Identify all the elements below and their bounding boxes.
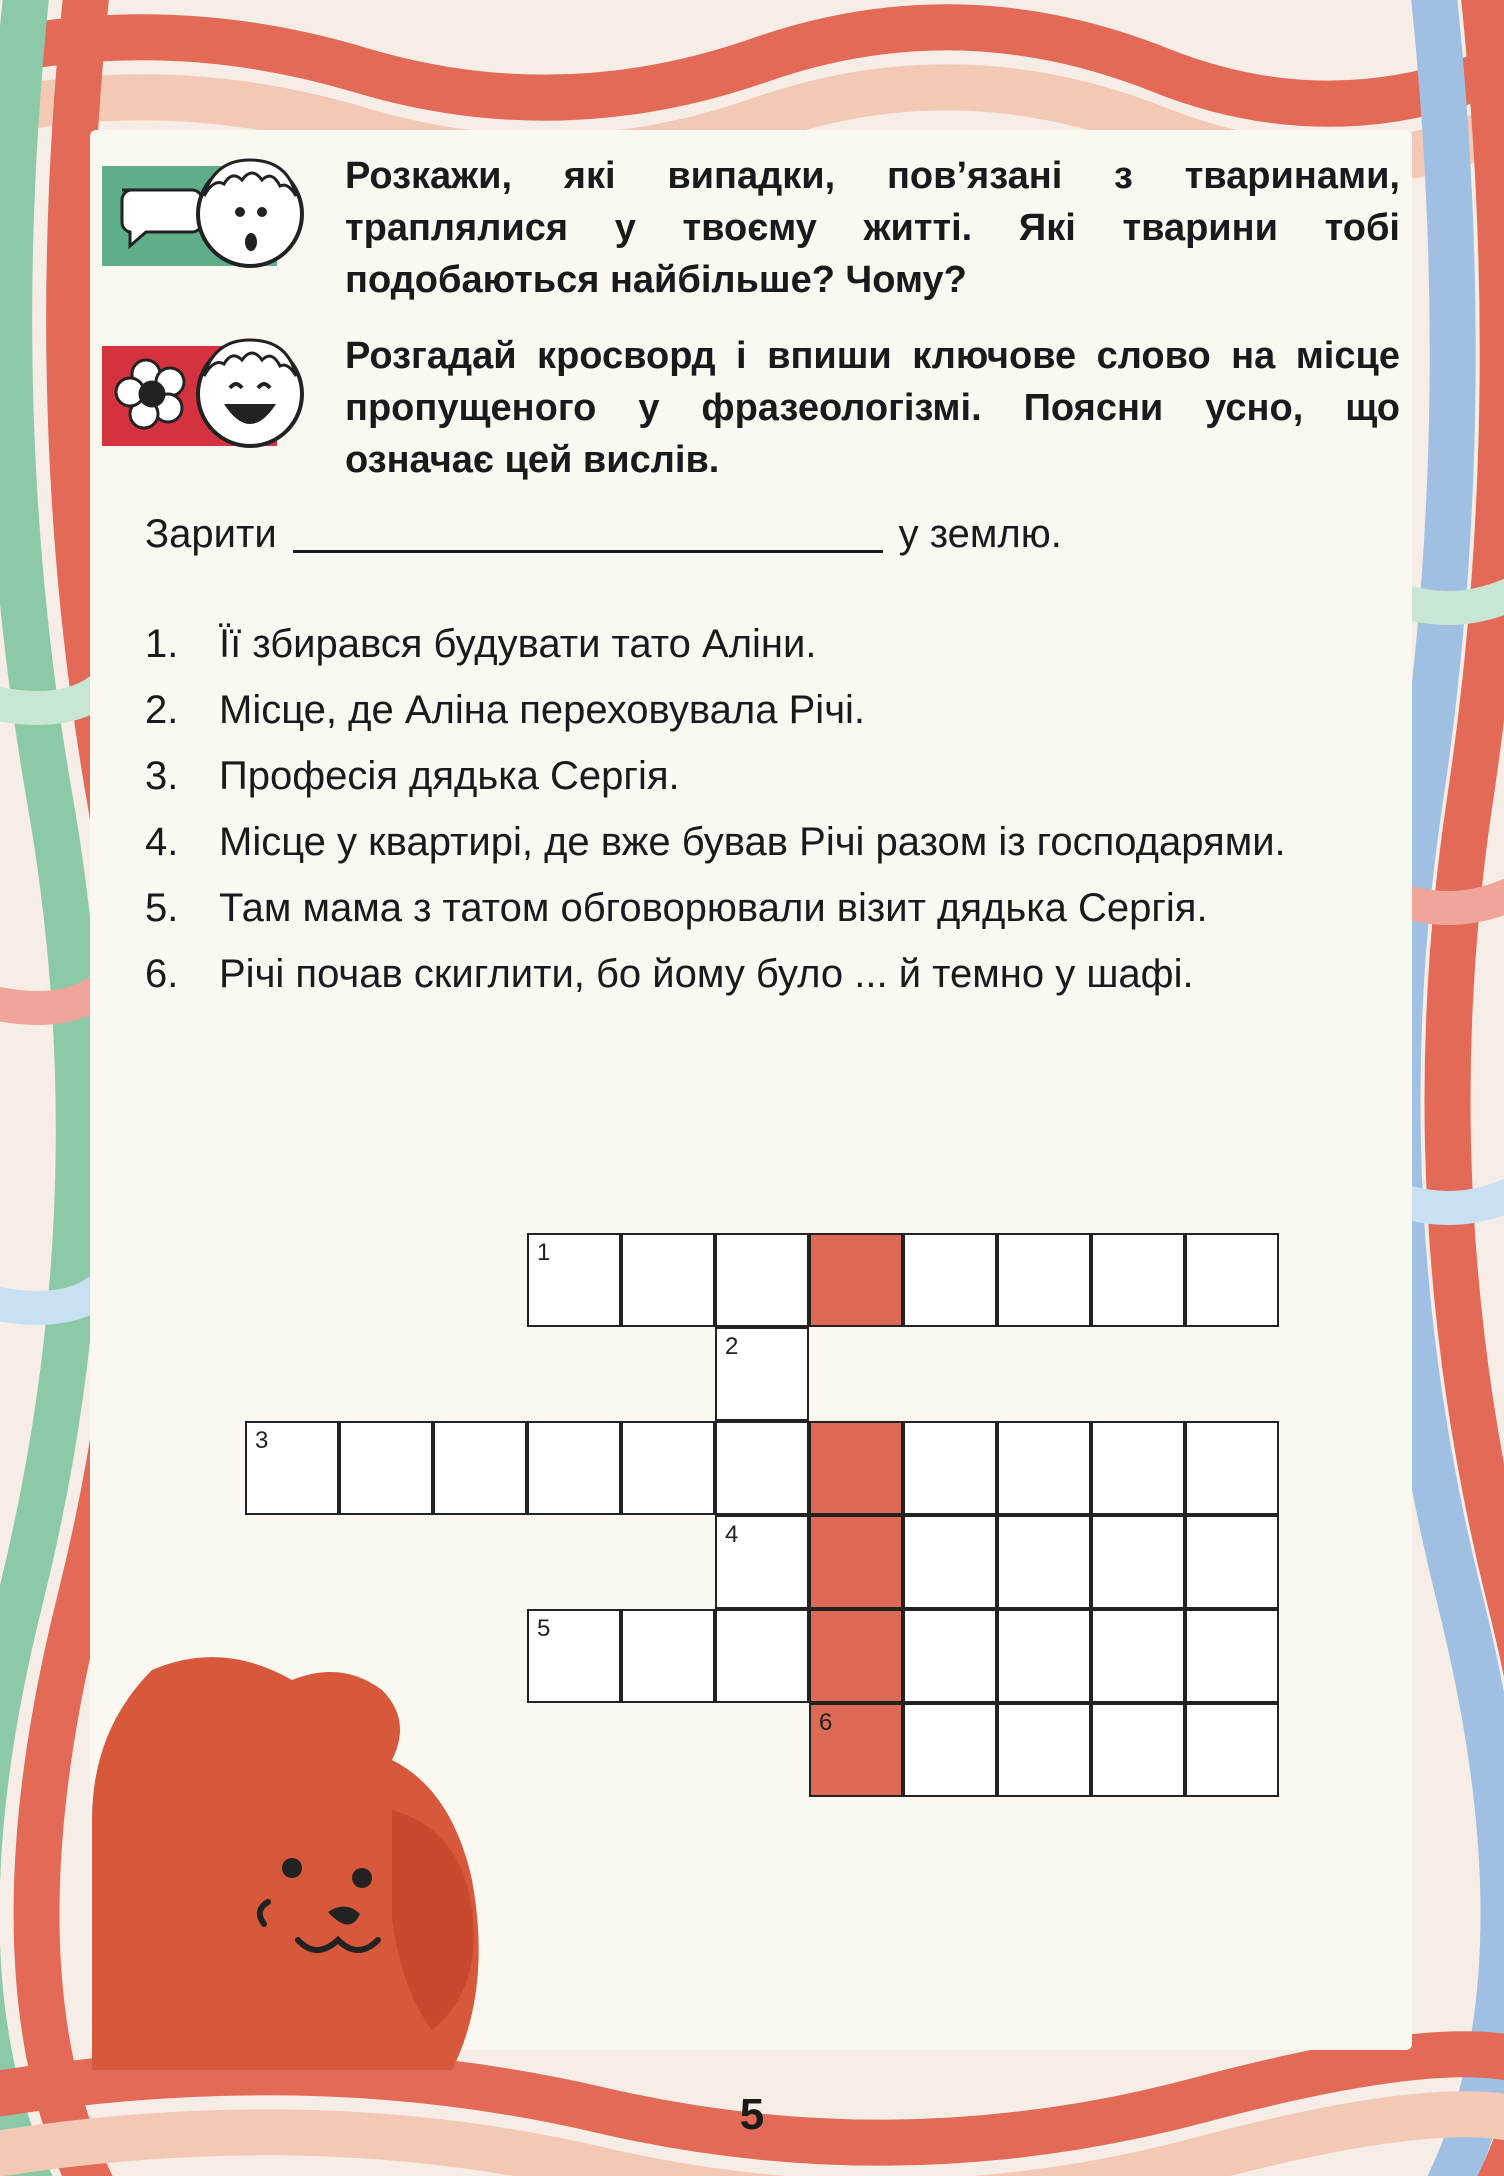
clue-item: 4. Місце у квартирі, де вже бував Річі разом із господарями. bbox=[145, 820, 1286, 864]
clue-item: 5. Там мама з татом обговорювали візит дядька Сергія. bbox=[145, 886, 1208, 930]
clue-item: 6. Річі почав скиглити, бо йому було ... й темно у шафі. bbox=[145, 952, 1194, 996]
crossword-cell[interactable] bbox=[621, 1609, 715, 1703]
crossword-cell[interactable] bbox=[997, 1233, 1091, 1327]
crossword-cell[interactable] bbox=[715, 1233, 809, 1327]
crossword-cell[interactable] bbox=[527, 1233, 621, 1327]
crossword-cell[interactable] bbox=[715, 1327, 809, 1421]
crossword-cell[interactable] bbox=[1091, 1515, 1185, 1609]
crossword-cell[interactable] bbox=[621, 1421, 715, 1515]
task-2 bbox=[100, 330, 1400, 480]
crossword-cell[interactable] bbox=[715, 1421, 809, 1515]
crossword-cell[interactable] bbox=[527, 1421, 621, 1515]
crossword-row-number: 1 bbox=[537, 1239, 551, 1266]
crossword-row-number: 5 bbox=[537, 1615, 551, 1642]
crossword-key-cell[interactable] bbox=[809, 1421, 903, 1515]
answer-blank[interactable] bbox=[293, 550, 883, 553]
dog-illustration bbox=[92, 1650, 532, 2070]
task-1-text: Розкажи, які випадки, пов’язані з тваринами, траплялися у твоєму житті. Які тварини тобі подобаються найбільше? Чому? bbox=[345, 155, 1400, 301]
crossword-row-number: 3 bbox=[255, 1427, 269, 1454]
crossword-cell[interactable] bbox=[997, 1421, 1091, 1515]
crossword-cell[interactable] bbox=[1185, 1609, 1279, 1703]
crossword-cell[interactable] bbox=[339, 1421, 433, 1515]
phraseologism bbox=[145, 512, 1062, 557]
crossword-cell[interactable] bbox=[1091, 1703, 1185, 1797]
crossword-cell[interactable] bbox=[903, 1703, 997, 1797]
crossword-cell[interactable] bbox=[715, 1515, 809, 1609]
crossword-key-cell[interactable] bbox=[809, 1233, 903, 1327]
crossword-cell[interactable] bbox=[715, 1609, 809, 1703]
crossword-cell[interactable] bbox=[1185, 1233, 1279, 1327]
crossword-row-number: 4 bbox=[725, 1521, 739, 1548]
crossword-cell[interactable] bbox=[1185, 1421, 1279, 1515]
crossword-cell[interactable] bbox=[1091, 1421, 1185, 1515]
flower-face-icon bbox=[100, 330, 310, 448]
clue-list bbox=[145, 620, 1395, 1016]
phrase-before: Зарити bbox=[145, 512, 277, 556]
crossword-cell[interactable] bbox=[527, 1609, 621, 1703]
phrase-after: у землю. bbox=[898, 512, 1062, 556]
crossword-key-cell[interactable] bbox=[809, 1609, 903, 1703]
crossword-cell[interactable] bbox=[903, 1515, 997, 1609]
task-2-text: Розгадай кросворд і впиши ключове слово на місце пропущеного у фразеологізмі. Поясни усно, що означає цей вислів. bbox=[345, 335, 1400, 481]
crossword-key-cell[interactable] bbox=[809, 1703, 903, 1797]
crossword-cell[interactable] bbox=[997, 1609, 1091, 1703]
crossword-cell[interactable] bbox=[997, 1703, 1091, 1797]
page-number: 5 bbox=[739, 2090, 765, 2139]
crossword-cell[interactable] bbox=[1185, 1515, 1279, 1609]
crossword-row-number: 6 bbox=[819, 1709, 833, 1736]
crossword-cell[interactable] bbox=[903, 1233, 997, 1327]
crossword-cell[interactable] bbox=[903, 1421, 997, 1515]
crossword-cell[interactable] bbox=[903, 1609, 997, 1703]
crossword-cell[interactable] bbox=[245, 1421, 339, 1515]
task-1 bbox=[100, 150, 1400, 300]
crossword-cell[interactable] bbox=[997, 1515, 1091, 1609]
crossword-row-number: 2 bbox=[725, 1333, 739, 1360]
crossword-cell[interactable] bbox=[433, 1421, 527, 1515]
clue-item: 3. Професія дядька Сергія. bbox=[145, 754, 680, 798]
crossword-cell[interactable] bbox=[1185, 1703, 1279, 1797]
clue-item: 2. Місце, де Аліна переховувала Річі. bbox=[145, 688, 866, 732]
crossword-cell[interactable] bbox=[1091, 1609, 1185, 1703]
crossword-key-cell[interactable] bbox=[809, 1515, 903, 1609]
speech-bubble-face-icon bbox=[100, 150, 310, 268]
clue-item: 1. Її збирався будувати тато Аліни. bbox=[145, 622, 817, 666]
crossword-cell[interactable] bbox=[621, 1233, 715, 1327]
crossword-cell[interactable] bbox=[1091, 1233, 1185, 1327]
